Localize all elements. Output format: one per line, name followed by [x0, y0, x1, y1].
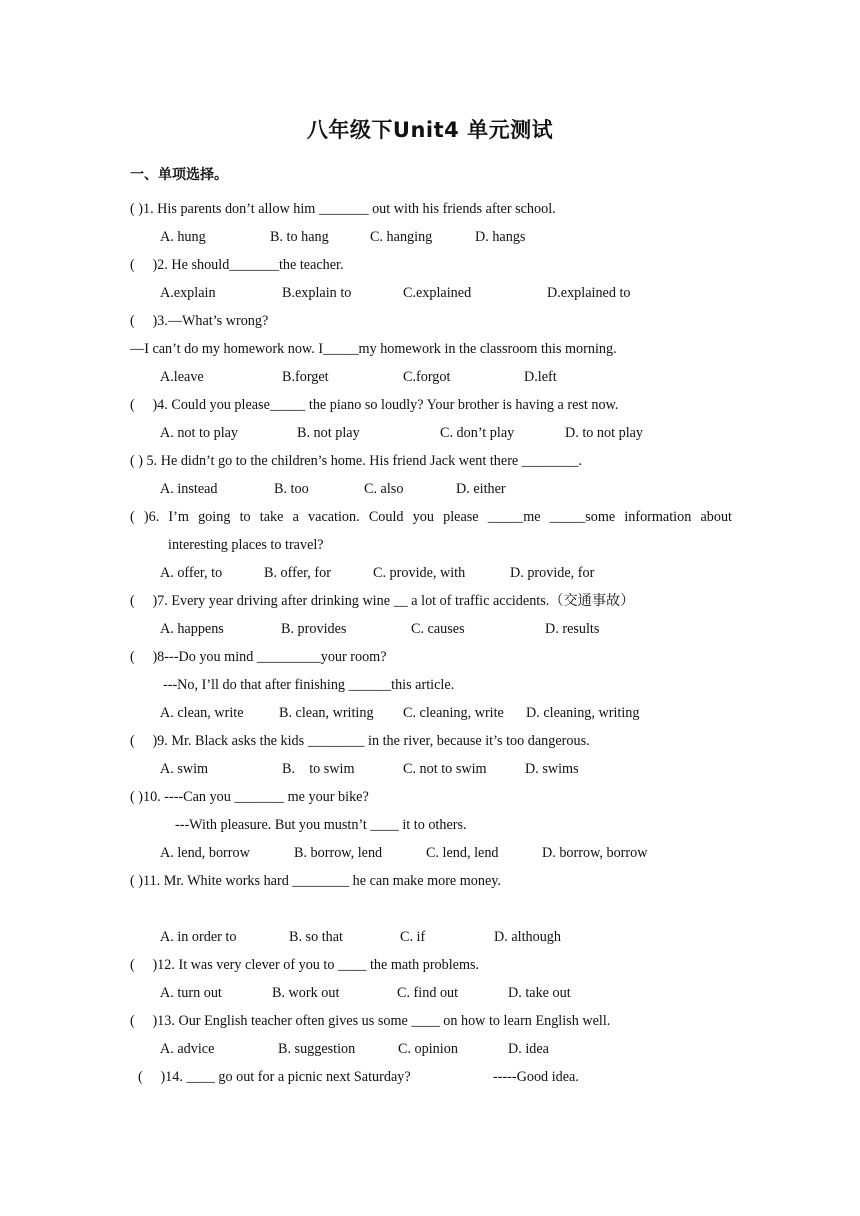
q6-option-c: C. provide, with — [373, 565, 466, 581]
q11-option-a: A. in order to — [160, 929, 237, 945]
q12-option-b: B. work out — [272, 985, 340, 1001]
question-11: ( )11. Mr. White works hard ________ he can make more money. — [130, 873, 502, 889]
q3-option-d: D.left — [524, 369, 557, 385]
question-7: ( )7. Every year driving after drinking wine __ a lot of traffic accidents.（交通事故） — [130, 593, 635, 609]
q13-option-d: D. idea — [508, 1041, 549, 1057]
q7-option-c: C. causes — [411, 621, 465, 637]
q10-option-b: B. borrow, lend — [294, 845, 383, 861]
q1-option-d: D. hangs — [475, 229, 526, 245]
q1-option-c: C. hanging — [370, 229, 433, 245]
q6-option-b: B. offer, for — [264, 565, 331, 581]
q8-option-b: B. clean, writing — [279, 705, 374, 721]
q9-option-c: C. not to swim — [403, 761, 487, 777]
question-9: ( )9. Mr. Black asks the kids ________ in the river, because it’s too dangerous. — [130, 733, 590, 749]
question-2: ( )2. He should_______the teacher. — [130, 257, 344, 273]
question-10-response: ---With pleasure. But you mustn’t ____ it to others. — [175, 817, 467, 833]
q2-option-a: A.explain — [160, 285, 216, 301]
q4-option-b: B. not play — [297, 425, 360, 441]
q13-option-a: A. advice — [160, 1041, 215, 1057]
q2-option-c: C.explained — [403, 285, 472, 301]
question-5: ( ) 5. He didn’t go to the children’s home. His friend Jack went there ________. — [130, 453, 583, 469]
q7-option-a: A. happens — [160, 621, 224, 637]
q9-option-d: D. swims — [525, 761, 579, 777]
q10-option-a: A. lend, borrow — [160, 845, 250, 861]
q7-option-b: B. provides — [281, 621, 347, 637]
q13-option-c: C. opinion — [398, 1041, 458, 1057]
q8-option-a: A. clean, write — [160, 705, 244, 721]
question-3: ( )3.—What’s wrong? — [130, 313, 269, 329]
q11-option-c: C. if — [400, 929, 426, 945]
q9-option-a: A. swim — [160, 761, 209, 777]
q11-option-d: D. although — [494, 929, 561, 945]
question-6: ( )6. I’m going to take a vacation. Could you please _____me _____some information about — [130, 509, 732, 525]
q3-option-b: B.forget — [282, 369, 329, 385]
q3-option-c: C.forgot — [403, 369, 451, 385]
q4-option-a: A. not to play — [160, 425, 239, 441]
q4-option-c: C. don’t play — [440, 425, 515, 441]
question-14-response: -----Good idea. — [493, 1069, 579, 1085]
q9-option-b: B. to swim — [282, 761, 355, 777]
q12-option-c: C. find out — [397, 985, 459, 1001]
q12-option-a: A. turn out — [160, 985, 222, 1001]
page-title: 八年级下Unit4 单元测试 — [306, 118, 554, 142]
q5-option-b: B. too — [274, 481, 309, 497]
question-6-continued: interesting places to travel? — [168, 537, 324, 553]
question-12: ( )12. It was very clever of you to ____ the math problems. — [130, 957, 480, 973]
section-heading: 一、单项选择。 — [130, 167, 228, 183]
q2-option-b: B.explain to — [282, 285, 352, 301]
q6-option-a: A. offer, to — [160, 565, 223, 581]
question-10: ( )10. ----Can you _______ me your bike? — [130, 789, 369, 805]
q11-option-b: B. so that — [289, 929, 343, 945]
q12-option-d: D. take out — [508, 985, 571, 1001]
q7-option-d: D. results — [545, 621, 600, 637]
q1-option-a: A. hung — [160, 229, 206, 245]
question-14: ( )14. ____ go out for a picnic next Saturday? — [138, 1069, 411, 1085]
q8-option-c: C. cleaning, write — [403, 705, 504, 721]
question-4: ( )4. Could you please_____ the piano so loudly? Your brother is having a rest now. — [130, 397, 619, 413]
q10-option-d: D. borrow, borrow — [542, 845, 648, 861]
q10-option-c: C. lend, lend — [426, 845, 499, 861]
question-8: ( )8---Do you mind _________your room? — [130, 649, 387, 665]
q3-option-a: A.leave — [160, 369, 204, 385]
question-1: ( )1. His parents don’t allow him _______ out with his friends after school. — [130, 201, 556, 217]
q5-option-a: A. instead — [160, 481, 218, 497]
q8-option-d: D. cleaning, writing — [526, 705, 640, 721]
q13-option-b: B. suggestion — [278, 1041, 356, 1057]
question-3-response: —I can’t do my homework now. I_____my homework in the classroom this morning. — [130, 341, 617, 357]
q1-option-b: B. to hang — [270, 229, 329, 245]
q6-option-d: D. provide, for — [510, 565, 595, 581]
question-8-response: ---No, I’ll do that after finishing ______this article. — [163, 677, 455, 693]
question-13: ( )13. Our English teacher often gives us some ____ on how to learn English well. — [130, 1013, 611, 1029]
q5-option-d: D. either — [456, 481, 506, 497]
q4-option-d: D. to not play — [565, 425, 644, 441]
q5-option-c: C. also — [364, 481, 404, 497]
q2-option-d: D.explained to — [547, 285, 631, 301]
